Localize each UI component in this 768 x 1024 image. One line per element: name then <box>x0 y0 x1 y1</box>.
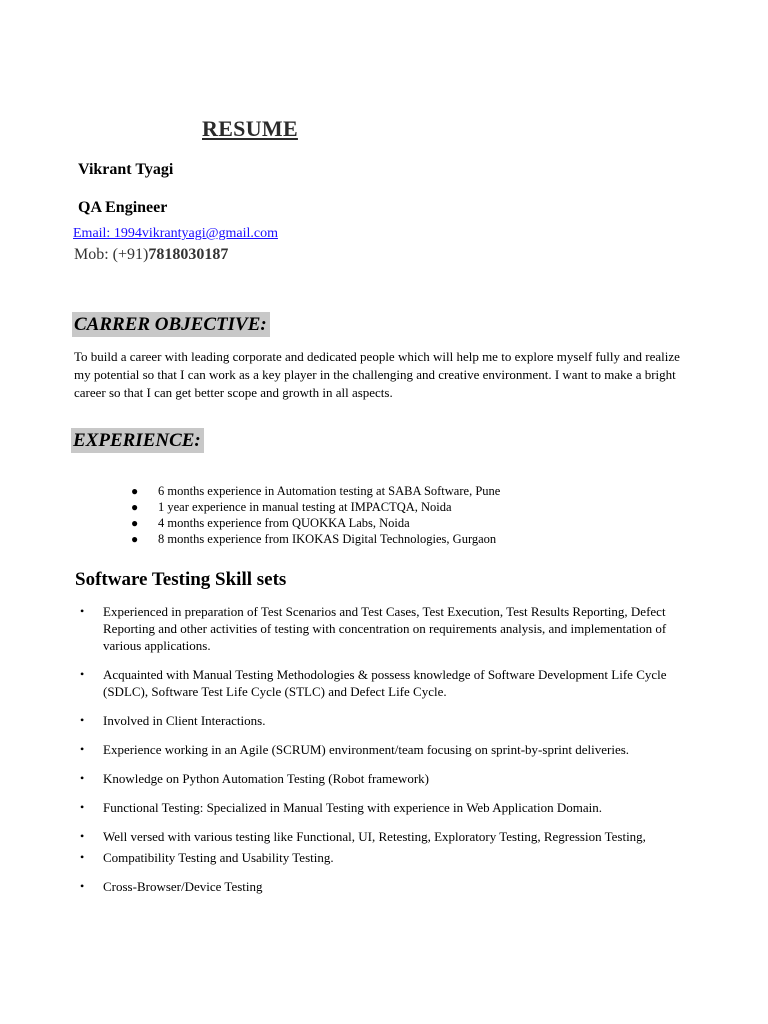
mobile-number <box>74 246 228 264</box>
experience-item-text: 1 year experience in manual testing at IMPACTQA, Noida <box>158 500 452 514</box>
list-item <box>0 712 693 729</box>
skill-item-text: Experienced in preparation of Test Scenarios and Test Cases, Test Execution, Test Results Reporting, Defect Reporting and other activities of testing with concentration on requirements analysis, and implementation of various applications. <box>103 604 667 653</box>
skills-list <box>0 603 723 907</box>
list-item <box>0 770 693 787</box>
list-item <box>0 603 693 654</box>
skill-item-text: Cross-Browser/Device Testing <box>103 879 263 894</box>
skill-item-text: Functional Testing: Specialized in Manual Testing with experience in Web Application Domain. <box>103 800 602 815</box>
experience-item-text: 4 months experience from QUOKKA Labs, Noida <box>158 516 410 530</box>
email-link[interactable]: Email: 1994vikrantyagi@gmail.com <box>73 226 278 241</box>
skills-heading: Software Testing Skill sets <box>75 569 287 590</box>
bullet-icon: • <box>80 742 85 756</box>
skill-item-text: Well versed with various testing like Functional, UI, Retesting, Exploratory Testing, Regression Testing, <box>103 829 646 844</box>
list-item <box>0 799 693 816</box>
list-item <box>0 515 500 531</box>
bullet-icon: • <box>80 713 85 727</box>
list-item <box>0 741 693 758</box>
bullet-icon: • <box>80 604 85 618</box>
bullet-icon: ● <box>131 532 139 546</box>
bullet-icon: • <box>80 850 85 864</box>
list-item <box>0 499 500 515</box>
candidate-name: Vikrant Tyagi <box>78 161 174 178</box>
mobile-digits: 7818030187 <box>148 246 229 263</box>
job-title: QA Engineer <box>78 199 168 216</box>
experience-item-text: 8 months experience from IKOKAS Digital Technologies, Gurgaon <box>158 532 497 546</box>
bullet-icon: • <box>80 800 85 814</box>
bullet-icon: • <box>80 667 85 681</box>
experience-list <box>0 483 500 547</box>
mobile-prefix: Mob: (+91) <box>74 246 149 263</box>
objective-text: To build a career with leading corporate and dedicated people which will help me to explore myself fully and realize my potential so that I can work as a key player in the challenging and creative environment. I want to make a bright career so that I can get better scope and growth in all aspects. <box>74 349 680 400</box>
list-item <box>0 828 723 845</box>
list-item <box>0 878 693 895</box>
bullet-icon: • <box>80 771 85 785</box>
bullet-icon: ● <box>131 484 139 498</box>
bullet-icon: • <box>80 829 85 843</box>
bullet-icon: ● <box>131 500 139 514</box>
list-item <box>0 849 693 866</box>
skill-item-text: Involved in Client Interactions. <box>103 713 266 728</box>
skill-item-text: Experience working in an Agile (SCRUM) environment/team focusing on sprint-by-sprint deliveries. <box>103 742 630 757</box>
experience-item-text: 6 months experience in Automation testing at SABA Software, Pune <box>158 484 501 498</box>
skill-item-text: Compatibility Testing and Usability Testing. <box>103 850 334 865</box>
list-item <box>0 531 500 547</box>
list-item <box>0 483 500 499</box>
list-item <box>0 666 693 700</box>
bullet-icon: ● <box>131 516 139 530</box>
skill-item-text: Acquainted with Manual Testing Methodologies & possess knowledge of Software Development Life Cycle (SDLC), Software Test Life Cycle (STLC) and Defect Life Cycle. <box>103 667 667 699</box>
bullet-icon: • <box>80 879 85 893</box>
objective-heading: CARRER OBJECTIVE: <box>72 312 270 337</box>
skill-item-text: Knowledge on Python Automation Testing (Robot framework) <box>103 771 429 786</box>
resume-title: RESUME <box>202 116 298 141</box>
experience-heading: EXPERIENCE: <box>71 428 204 453</box>
